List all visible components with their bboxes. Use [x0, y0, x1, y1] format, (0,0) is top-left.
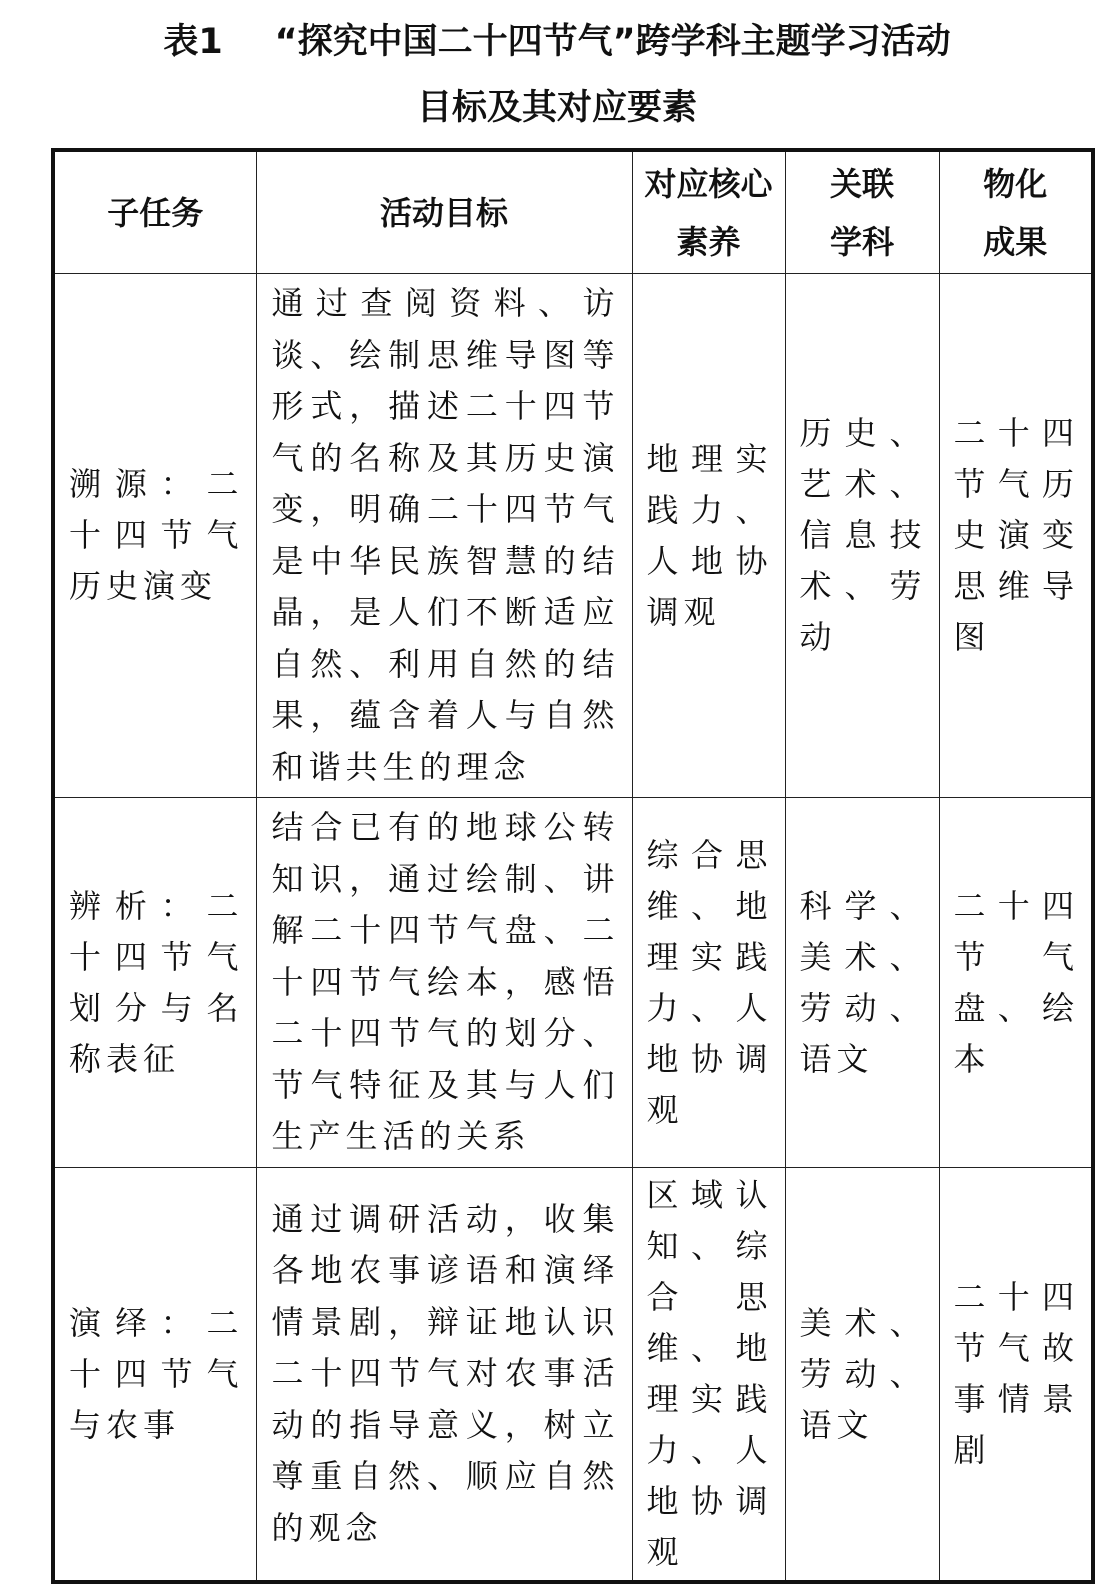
- activity-goals-table: [51, 148, 1095, 1584]
- literacy-cell: 区域认知、综合思维、地理实践力、人地协调观: [632, 1168, 785, 1583]
- subjects-cell: 科学、美术、劳动、语文: [785, 798, 939, 1168]
- table-row: [53, 274, 1093, 798]
- table-header-row: [53, 150, 1093, 274]
- goal-cell: 通过调研活动，收集各地农事谚语和演绎情景剧，辩证地认识二十四节气对农事活动的指导意义，树立尊重自然、顺应自然的观念: [256, 1168, 632, 1583]
- literacy-cell: 地理实践力、人地协调观: [632, 274, 785, 798]
- outcome-cell: 二十四节气故事情景剧: [939, 1168, 1093, 1583]
- table-title-line1: “探究中国二十四节气”跨学科主题学习活动: [274, 22, 951, 62]
- subtask-cell: 演绎：二十四节气与农事: [53, 1168, 256, 1583]
- table-title-line2: 目标及其对应要素: [416, 88, 697, 128]
- outcome-cell: 二十四节气历史演变思维导图: [939, 274, 1093, 798]
- table-row: [53, 798, 1093, 1168]
- goal-cell: 通过查阅资料、访谈、绘制思维导图等形式，描述二十四节气的名称及其历史演变，明确二十四节气是中华民族智慧的结晶，是人们不断适应自然、利用自然的结果，蕴含着人与自然和谐共生的理念: [256, 274, 632, 798]
- table-number: 表1: [163, 22, 223, 62]
- header-goal: 活动目标: [256, 150, 632, 274]
- subjects-cell: 历史、艺术、信息技术、劳动: [785, 274, 939, 798]
- goal-cell: 结合已有的地球公转知识，通过绘制、讲解二十四节气盘、二十四节气绘本，感悟二十四节气的划分、节气特征及其与人们生产生活的关系: [256, 798, 632, 1168]
- header-subtask: 子任务: [53, 150, 256, 274]
- subtask-cell: 溯源：二十四节气历史演变: [53, 274, 256, 798]
- header-literacy: 对应核心素养: [632, 150, 785, 274]
- table-row: [53, 1168, 1093, 1583]
- literacy-cell: 综合思维、地理实践力、人地协调观: [632, 798, 785, 1168]
- header-outcome: 物化成果: [939, 150, 1093, 274]
- subjects-cell: 美术、劳动、语文: [785, 1168, 939, 1583]
- header-subjects: 关联学科: [785, 150, 939, 274]
- outcome-cell: 二十四节气盘、绘本: [939, 798, 1093, 1168]
- table-title: [0, 14, 1114, 70]
- subtask-cell: 辨析：二十四节气划分与名称表征: [53, 798, 256, 1168]
